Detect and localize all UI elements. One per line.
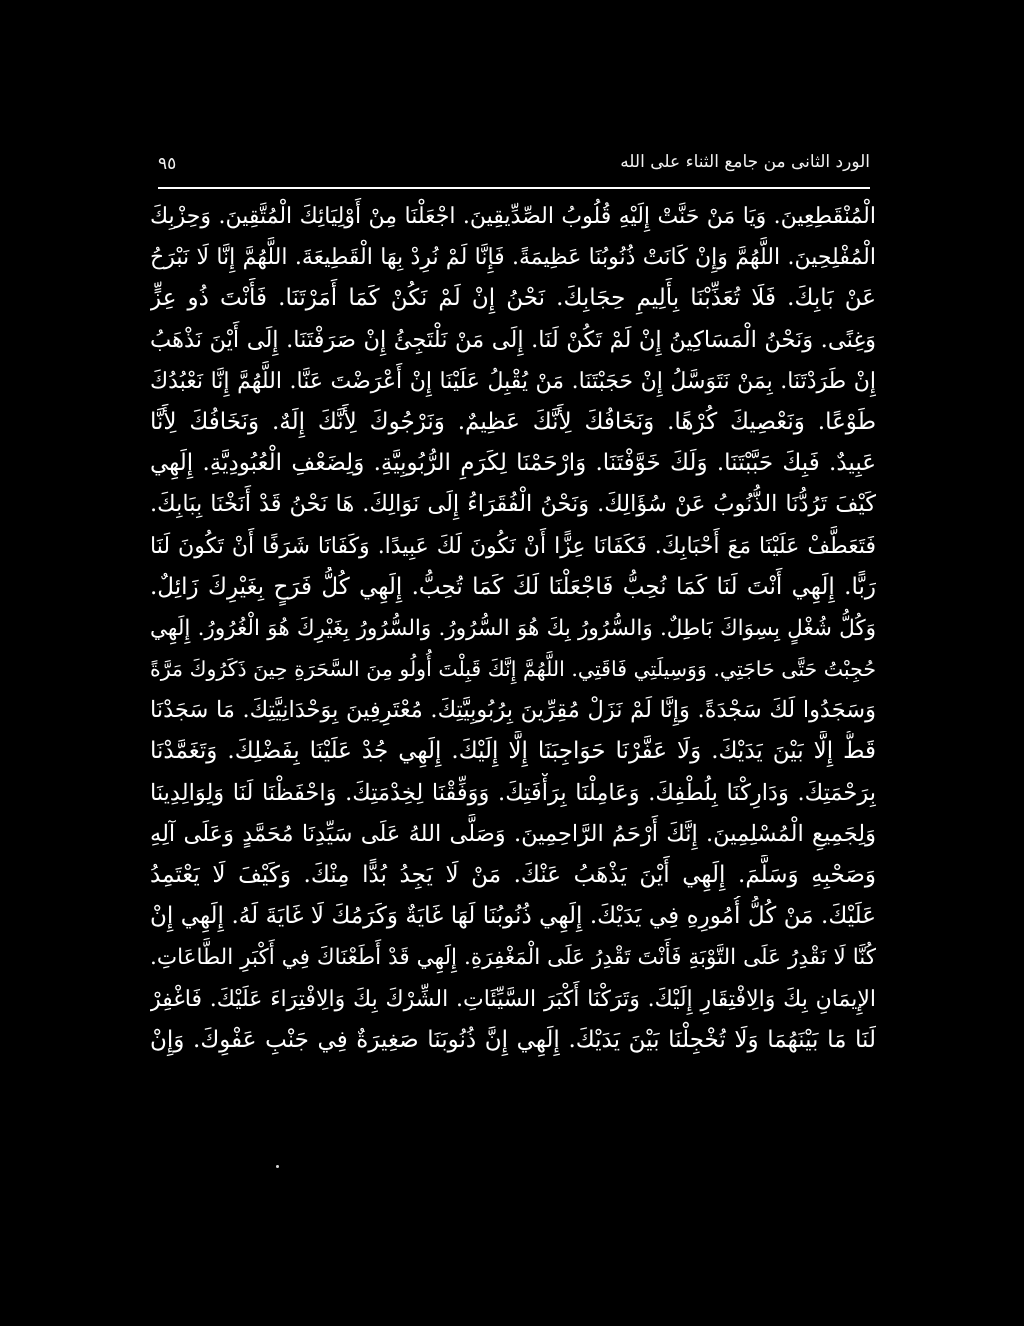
- text-line: حُجِبْتُ حَتَّى حَاجَتِي. وَوَسِيلَتِي فَاقَتِي. اللَّهُمَّ إِنَّكَ قَبِلْتَ أُولُو مِنَ السَّحَرَةِ حِينَ ذَكَرُوكَ مَرَّةً: [150, 657, 876, 682]
- text-line: وَكُلُّ شُغْلٍ بِسِوَاكَ بَاطِلٌ. وَالسُّرُورُ بِكَ هُوَ السُّرُورُ. وَالسُّرُورُ بِغَيْرِكَ هُوَ الْغُرُورُ. إِلَهِي: [150, 615, 876, 641]
- running-header: [158, 146, 870, 186]
- text-line: عَلَيْكَ. مَنْ كُلُّ أُمُورِهِ فِي يَدَيْكَ. إِلَهِي ذُنُوبُنَا لَهَا غَايَةٌ وَكَرَمُكَ لَا غَايَةَ لَهُ. إِلَهِي إِنْ: [150, 903, 876, 930]
- text-line: عَبِيدٌ. فَبِكَ حَبَّبْتَنَا. وَلَكَ خَوَّفْتَنَا. وَارْحَمْنَا لِكَرَمِ الرُّبُوبِيَّةِ. وَلِضَعْفِ الْعُبُودِيَّةِ. إِلَهِي: [150, 450, 876, 477]
- text-line: طَوْعًا. وَنَعْصِيكَ كُرْهًا. وَنَخَافُكَ لِأَنَّكَ عَظِيمٌ. وَنَرْجُوكَ لِأَنَّكَ إِلَهٌ. وَنَخَافُكَ لِأَنَّا: [150, 408, 876, 435]
- text-line: بِرَحْمَتِكَ. وَدَارِكْنَا بِلُطْفِكَ. وَعَامِلْنَا بِرَأْفَتِكَ. وَوَفِّقْنَا لِخِدْمَتِكَ. وَاحْفَظْنَا لَنَا وَلِوَالِدِينَا: [150, 779, 876, 806]
- text-line: رَبًّا. إِلَهِي أَنْتَ لَنَا كَمَا نُحِبُّ فَاجْعَلْنَا لَكَ كَمَا تُحِبُّ. إِلَهِي كُلُّ فَرَحٍ بِغَيْرِكَ زَائِلٌ.: [150, 573, 876, 600]
- running-header-title: الورد الثانى من جامع الثناء على الله: [620, 152, 870, 172]
- body-text: [150, 196, 876, 1061]
- text-line: وَصَحْبِهِ وَسَلَّمَ. إِلَهِي أَيْنَ يَذْهَبُ عَنْكَ. مَنْ لَا يَجِدُ بُدًّا مِنْكَ. وَكَيْفَ لَا يَعْتَمِدُ: [150, 862, 876, 888]
- text-line: كُنَّا لَا نَقْدِرُ عَلَى التَّوْبَةِ فَأَنْتَ تَقْدِرُ عَلَى الْمَغْفِرَةِ. إِلَهِي قَدْ أَطَعْنَاكَ فِي أَكْبَرِ الطَّاعَاتِ.: [150, 945, 876, 971]
- text-line: عَنْ بَابِكَ. فَلَا تُعَذِّبْنَا بِأَلِيمِ حِجَابِكَ. نَحْنُ إِنْ لَمْ نَكُنْ كَمَا أَمَرْتَنَا. فَأَنْتَ ذُو عِزٍّ: [150, 285, 876, 312]
- text-line: الْمُنْقَطِعِينَ. وَيَا مَنْ حَنَّتْ إِلَيْهِ قُلُوبُ الصِّدِّيقِينَ. اجْعَلْنَا مِنْ أَوْلِيَائِكَ الْمُتَّقِينَ. وَحِزْبِكَ: [150, 204, 876, 229]
- text-line: إِنْ طَرَدْتَنَا. بِمَنْ نَتَوَسَّلُ إِنْ حَجَبْتَنَا. مَنْ يُقْبِلُ عَلَيْنَا إِنْ أَعْرَضْتَ عَنَّا. اللَّهُمَّ إِنَّا نَعْبُدُكَ: [150, 368, 876, 394]
- text-line: وَلِجَمِيعِ الْمُسْلِمِينَ. إِنَّكَ أَرْحَمُ الرَّاحِمِينَ. وَصَلَّى اللهُ عَلَى سَيِّدِنَا مُحَمَّدٍ وَعَلَى آلِهِ: [150, 820, 876, 847]
- text-line: وَغِنًى. وَنَحْنُ الْمَسَاكِينُ إِنْ لَمْ تَكُنْ لَنَا. إِلَى مَنْ نَلْتَجِئُ إِنْ صَرَفْتَنَا. إِلَى أَيْنَ نَذْهَبُ: [150, 326, 876, 353]
- text-line: وَسَجَدُوا لَكَ سَجْدَةً. وَإِنَّا لَمْ نَزَلْ مُقِرِّينَ بِرُبُوبِيَّتِكَ. مُعْتَرِفِينَ بِوَحْدَانِيَّتِكَ. مَا سَجَدْنَا: [150, 697, 876, 724]
- text-line: كَيْفَ تَرُدُّنَا الذُّنُوبُ عَنْ سُؤَالِكَ. وَنَحْنُ الْفُقَرَاءُ إِلَى نَوَالِكَ. هَا نَحْنُ قَدْ أَنَخْنَا بِبَابِكَ.: [150, 491, 876, 518]
- header-divider: [158, 187, 870, 189]
- page-number: ٩٥: [158, 154, 177, 174]
- text-line: قَطُّ إِلَّا بَيْنَ يَدَيْكَ. وَلَا عَفَّرْنَا حَوَاجِبَنَا إِلَّا إِلَيْكَ. إِلَهِي جُدْ عَلَيْنَا بِفَضْلِكَ. وَتَغَمَّدْنَا: [150, 738, 876, 765]
- text-line: لَنَا مَا بَيْنَهُمَا وَلَا تُخْجِلْنَا بَيْنَ يَدَيْكَ. إِلَهِي إِنَّ ذُنُوبَنَا صَغِيرَةٌ فِي جَنْبِ عَفْوِكَ. وَإِنْ: [150, 1026, 876, 1053]
- text-line: الإِيمَانِ بِكَ وَالِافْتِقَارِ إِلَيْكَ. وَتَرَكْنَا أَكْبَرَ السَّيِّئَاتِ. الشِّرْكَ بِكَ وَالِافْتِرَاءَ عَلَيْكَ. فَاغْفِرْ: [150, 986, 876, 1012]
- scan-speck: [276, 1165, 279, 1168]
- text-line: فَتَعَطَّفْ عَلَيْنَا مَعَ أَحْبَابِكَ. فَكَفَانَا عِزًّا أَنْ نَكُونَ لَكَ عَبِيدًا. وَكَفَانَا شَرَفًا أَنْ تَكُونَ لَنَا: [150, 533, 876, 559]
- text-line: الْمُفْلِحِينَ. اللَّهُمَّ وَإِنْ كَانَتْ ذُنُوبُنَا عَظِيمَةً. فَإِنَّا لَمْ نُرِدْ بِهَا الْقَطِيعَةَ. اللَّهُمَّ إِنَّا لَا نَبْرَحُ: [150, 245, 876, 271]
